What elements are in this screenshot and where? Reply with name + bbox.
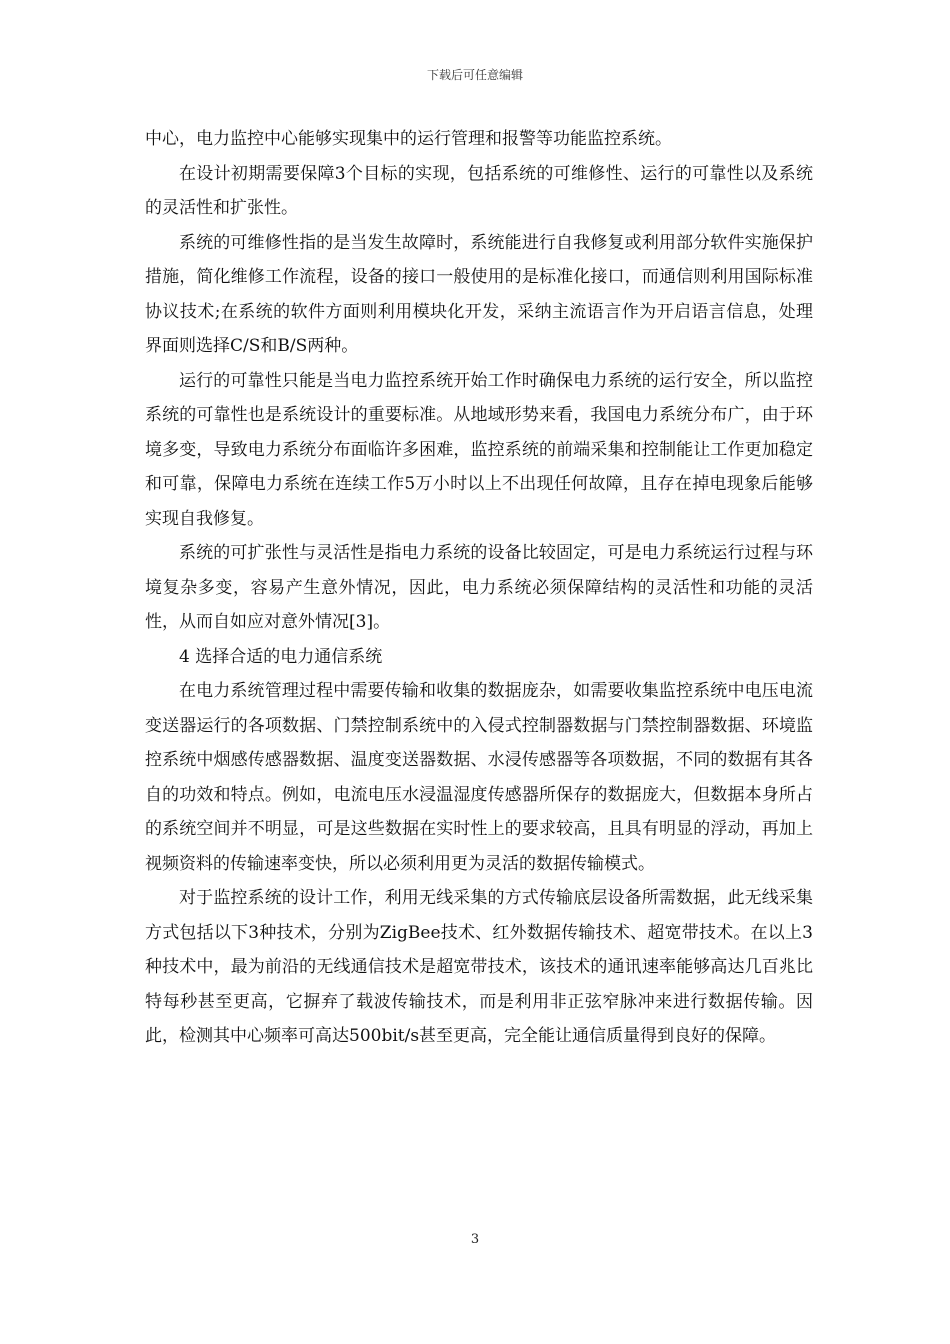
page-number: 3 xyxy=(470,1232,480,1247)
paragraph-continuation: 中心，电力监控中心能够实现集中的运行管理和报警等功能监控系统。 xyxy=(145,129,672,149)
paragraph-maintainability: 系统的可维修性指的是当发生故障时，系统能进行自我修复或利用部分软件实施保护措施，简化维修工作流程，设备的接口一般使用的是标准化接口，而通信则利用国际标准协议技术;在系统的软件方面则利用模块化开发，采纳主流语言作为开启语言信息，处理界面则选择C/S和B/S两种。 xyxy=(145,232,813,356)
paragraph-flexibility: 系统的可扩张性与灵活性是指电力系统的设备比较固定，可是电力系统运行过程与环境复杂多变，容易产生意外情况，因此，电力系统必须保障结构的灵活性和功能的灵活性，从而自如应对意外情况[3]。 xyxy=(145,543,813,632)
paragraph-data-collection: 在电力系统管理过程中需要传输和收集的数据庞杂，如需要收集监控系统中电压电流变送器运行的各项数据、门禁控制系统中的入侵式控制器数据与门禁控制器数据、环境监控系统中烟感传感器数据、温度变送器数据、水浸传感器等各项数据，不同的数据有其各自的功效和特点。例如，电流电压水浸温湿度传感器所保存的数据庞大，但数据本身所占的系统空间并不明显，可是这些数据在实时性上的要求较高，且具有明显的浮动，再加上视频资料的传输速率变快，所以必须利用更为灵活的数据传输模式。 xyxy=(145,681,813,874)
section-heading: 4 选择合适的电力通信系统 xyxy=(179,646,383,667)
paragraph-design-goals: 在设计初期需要保障3个目标的实现，包括系统的可维修性、运行的可靠性以及系统的灵活性和扩张性。 xyxy=(145,163,813,218)
body-text xyxy=(145,122,813,1054)
paragraph-wireless-tech: 对于监控系统的设计工作，利用无线采集的方式传输底层设备所需数据，此无线采集方式包括以下3种技术，分别为ZigBee技术、红外数据传输技术、超宽带技术。在以上3种技术中，最为前沿的无线通信技术是超宽带技术，该技术的通讯速率能够高达几百兆比特每秒甚至更高，它摒弃了载波传输技术，而是利用非正弦窄脉冲来进行数据传输。因此，检测其中心频率可高达500bit/s甚至更高，完全能让通信质量得到良好的保障。 xyxy=(145,888,813,1046)
page-header: 下载后可任意编辑 xyxy=(426,68,523,82)
paragraph-reliability: 运行的可靠性只能是当电力监控系统开始工作时确保电力系统的运行安全，所以监控系统的可靠性也是系统设计的重要标准。从地域形势来看，我国电力系统分布广，由于环境多变，导致电力系统分布面临许多困难，监控系统的前端采集和控制能让工作更加稳定和可靠，保障电力系统在连续工作5万小时以上不出现任何故障，且存在掉电现象后能够实现自我修复。 xyxy=(145,370,813,529)
